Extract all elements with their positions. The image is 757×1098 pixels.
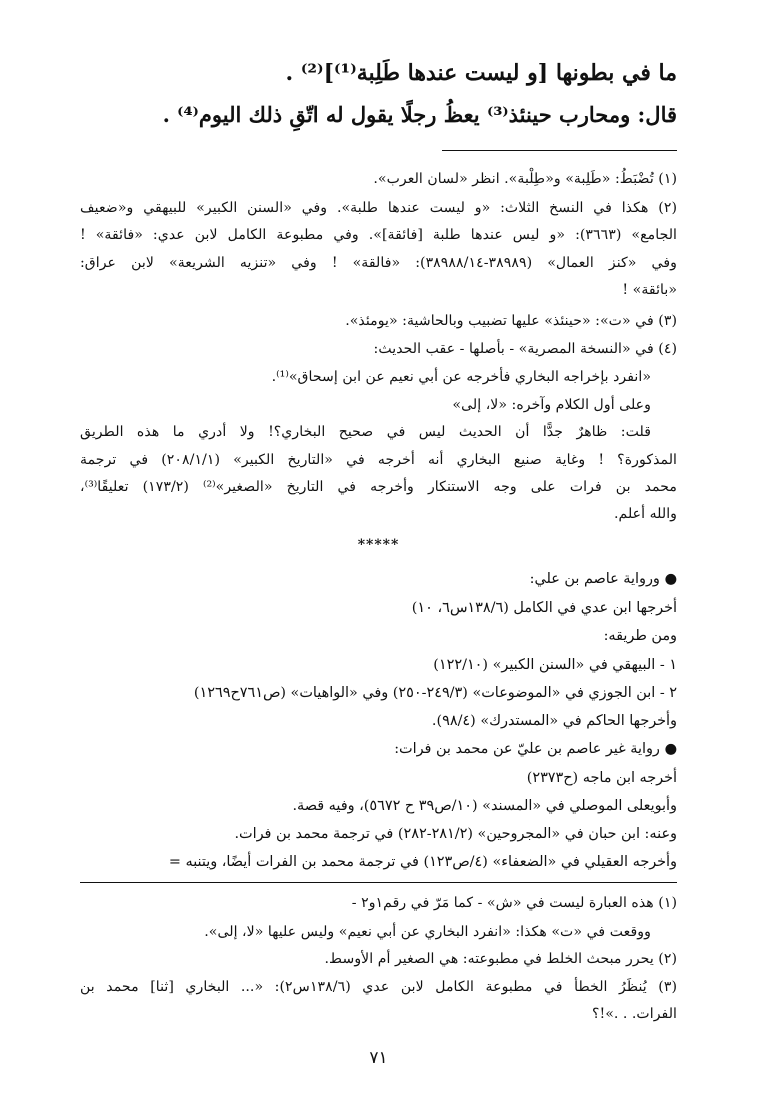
- bottom-footnote-1-line-2: ووقعت في «ت» هكذا: «انفرد البخاري عن أبي نعيم» وليس عليها «لا، إلى».: [204, 924, 651, 940]
- main-text-line-2: قال: ومحارب حينئذ⁽³⁾ يعظُ رجلًا يقول له اتّقِ ذلك اليوم⁽⁴⁾ .: [162, 102, 677, 127]
- footnote-4-line-7: والله أعلم.: [614, 506, 677, 522]
- body-line-8: أخرجه ابن ماجه (ح٢٣٧٣): [526, 770, 677, 786]
- body-line-2: أخرجها ابن عدي في الكامل (١٣٨/٦س٦، ١٠): [411, 600, 677, 616]
- footnote-2-line-4: «بائقة» !: [622, 282, 677, 298]
- body-line-6: وأخرجها الحاكم في «المستدرك» (٩٨/٤).: [431, 713, 677, 729]
- footnote-1: (١) تُضْبَطُ: «طَلِبة» و«طِلْبة». انظر «لسان العرب».: [373, 171, 677, 187]
- section-separator: *****: [357, 537, 400, 553]
- footnote-separator-rule-bottom: [80, 882, 677, 883]
- main-text-line-1: ما في بطونها [و ليست عندها طَلِبة⁽¹⁾]⁽²⁾ .: [285, 60, 677, 86]
- footnote-3: (٣) في «ت»: «حينئذ» عليها تضبيب وبالحاشية: «يومئذ».: [345, 313, 677, 329]
- body-line-7: ● رواية غير عاصم بن عليّ عن محمد بن فرات:: [394, 741, 677, 757]
- body-line-4: ١ - البيهقي في «السنن الكبير» (١٢٢/١٠): [433, 657, 677, 673]
- page-number: ٧١: [369, 1048, 388, 1068]
- bottom-footnote-2: (٢) يحرر مبحث الخلط في مطبوعته: هي الصغير أم الأوسط.: [324, 951, 677, 967]
- bottom-footnote-3-line-1: (٣) يُنظَرُ الخطأ في مطبوعة الكامل لابن عدي (١٣٨/٦س٢): «... البخاري [ثنا] محمد بن: [80, 979, 677, 995]
- footnote-4-line-6: محمد بن فرات على وجه الاستنكار وأخرجه في التاريخ «الصغير»⁽²⁾ (١٧٣/٢) تعليقًا⁽³⁾،: [80, 479, 677, 495]
- body-line-3: ومن طريقه:: [603, 628, 677, 644]
- footnote-4-line-5: المذكورة؟ ! وغاية صنيع البخاري أنه أخرجه في «التاريخ الكبير» (٢٠٨/١/١) في ترجمة: [80, 452, 677, 468]
- footnote-4-line-4: قلت: ظاهرٌ جدًّا أن الحديث ليس في صحيح البخاري؟! ولا أدري ما هذه الطريق: [80, 424, 651, 440]
- footnote-separator-rule: [442, 150, 677, 151]
- body-line-9: وأبويعلى الموصلي في «المسند» (١٠/ص٣٩ ح ٥٦٧٢)، وفيه قصة.: [292, 798, 677, 814]
- footnote-2-line-1: (٢) هكذا في النسخ الثلاث: «و ليست عندها طلبة». وفي «السنن الكبير» للبيهقي و«ضعيف: [80, 200, 677, 216]
- bottom-footnote-1-line-1: (١) هذه العبارة ليست في «ش» - كما مَرّ في رقم١و٢ -: [351, 895, 677, 911]
- body-line-1: ● ورواية عاصم بن علي:: [529, 571, 677, 587]
- body-line-5: ٢ - ابن الجوزي في «الموضوعات» (٢٤٩/٣-٢٥٠) وفي «الواهيات» (ص٧٦١ح١٢٦٩): [193, 685, 677, 701]
- footnote-2-line-3: وفي «كنز العمال» (٣٨٩٨٩-٣٨٩٨٨/١٤): «فالقة» ! وفي «تنزيه الشريعة» لابن عراق:: [80, 255, 677, 271]
- footnote-4-line-2: «انفرد بإخراجه البخاري فأخرجه عن أبي نعيم عن ابن إسحاق»⁽¹⁾.: [271, 369, 651, 385]
- body-line-11: وأخرجه العقيلي في «الضعفاء» (٤/ص١٢٣) في ترجمة محمد بن الفرات أيضًا، ويتنبه =: [168, 854, 677, 870]
- footnote-2-line-2: الجامع» (٣٦٦٣): «و ليس عندها طلبة [فائقة]». وفي مطبوعة الكامل لابن عدي: «فائقة» !: [80, 227, 678, 243]
- body-line-10: وعنه: ابن حبان في «المجروحين» (٢٨١/٢-٢٨٢) في ترجمة محمد بن فرات.: [234, 826, 677, 842]
- footnote-4-line-3: وعلى أول الكلام وآخره: «لا، إلى»: [452, 397, 651, 413]
- footnote-4-line-1: (٤) في «النسخة المصرية» - بأصلها - عقب الحديث:: [373, 341, 677, 357]
- bottom-footnote-3-line-2: الفرات. . .»!؟: [591, 1006, 677, 1022]
